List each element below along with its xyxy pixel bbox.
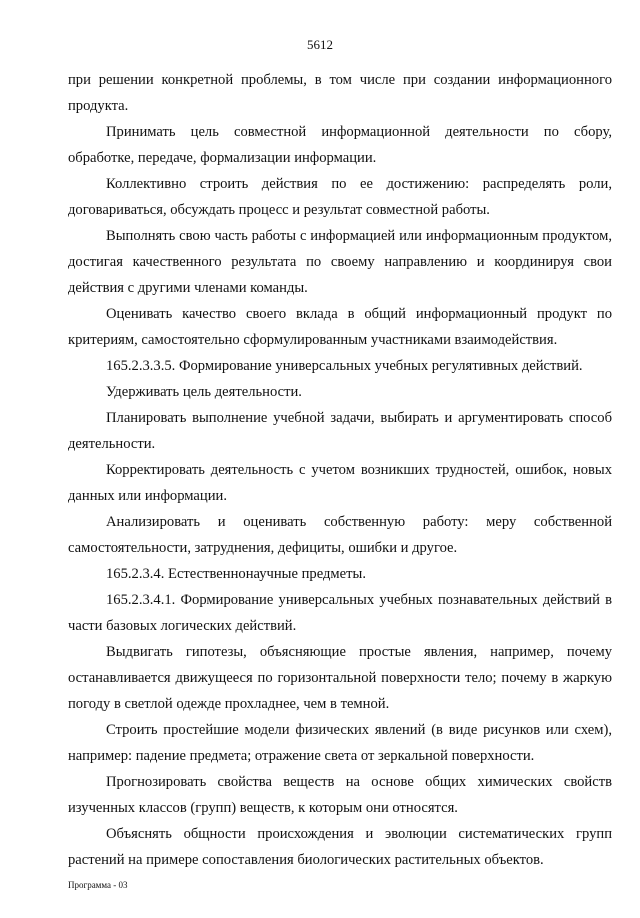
paragraph: Выполнять свою часть работы с информацией или информационным продуктом, достигая качественного результата по своему направлению и координируя свои действия с другими членами команды. bbox=[68, 228, 612, 296]
paragraph: Прогнозировать свойства веществ на основе общих химических свойств изученных классов (групп) веществ, к которым они относятся. bbox=[68, 774, 612, 816]
paragraph: Планировать выполнение учебной задачи, выбирать и аргументировать способ деятельности. bbox=[68, 410, 612, 452]
paragraph: Оценивать качество своего вклада в общий информационный продукт по критериям, самостоятельно сформулированным участниками взаимодействия. bbox=[68, 306, 612, 348]
document-body bbox=[68, 67, 612, 873]
section-heading: 165.2.3.4. Естественнонаучные предметы. bbox=[106, 566, 366, 582]
section-heading: 165.2.3.4.1. Формирование универсальных учебных познавательных действий в части базовых логических действий. bbox=[68, 592, 612, 634]
footer-label: Программа - 03 bbox=[68, 880, 128, 890]
paragraph: Выдвигать гипотезы, объясняющие простые явления, например, почему останавливается движущееся по горизонтальной поверхности тело; почему в жаркую погоду в светлой одежде прохладнее, чем в темной. bbox=[68, 644, 612, 712]
paragraph: Корректировать деятельность с учетом возникших трудностей, ошибок, новых данных или информации. bbox=[68, 462, 612, 504]
paragraph: при решении конкретной проблемы, в том числе при создании информационного продукта. bbox=[68, 72, 612, 114]
paragraph: Строить простейшие модели физических явлений (в виде рисунков или схем), например: падение предмета; отражение света от зеркальной поверхности. bbox=[68, 722, 612, 764]
paragraph: Коллективно строить действия по ее достижению: распределять роли, договариваться, обсуждать процесс и результат совместной работы. bbox=[68, 176, 612, 218]
paragraph: Удерживать цель деятельности. bbox=[106, 384, 302, 400]
section-heading: 165.2.3.3.5. Формирование универсальных учебных регулятивных действий. bbox=[106, 358, 583, 374]
paragraph: Объяснять общности происхождения и эволюции систематических групп растений на примере сопоставления биологических растительных объектов. bbox=[68, 826, 612, 868]
page-number: 5612 bbox=[307, 37, 333, 52]
paragraph: Анализировать и оценивать собственную работу: меру собственной самостоятельности, затруднения, дефициты, ошибки и другое. bbox=[68, 514, 612, 556]
paragraph: Принимать цель совместной информационной деятельности по сбору, обработке, передаче, формализации информации. bbox=[68, 124, 612, 166]
